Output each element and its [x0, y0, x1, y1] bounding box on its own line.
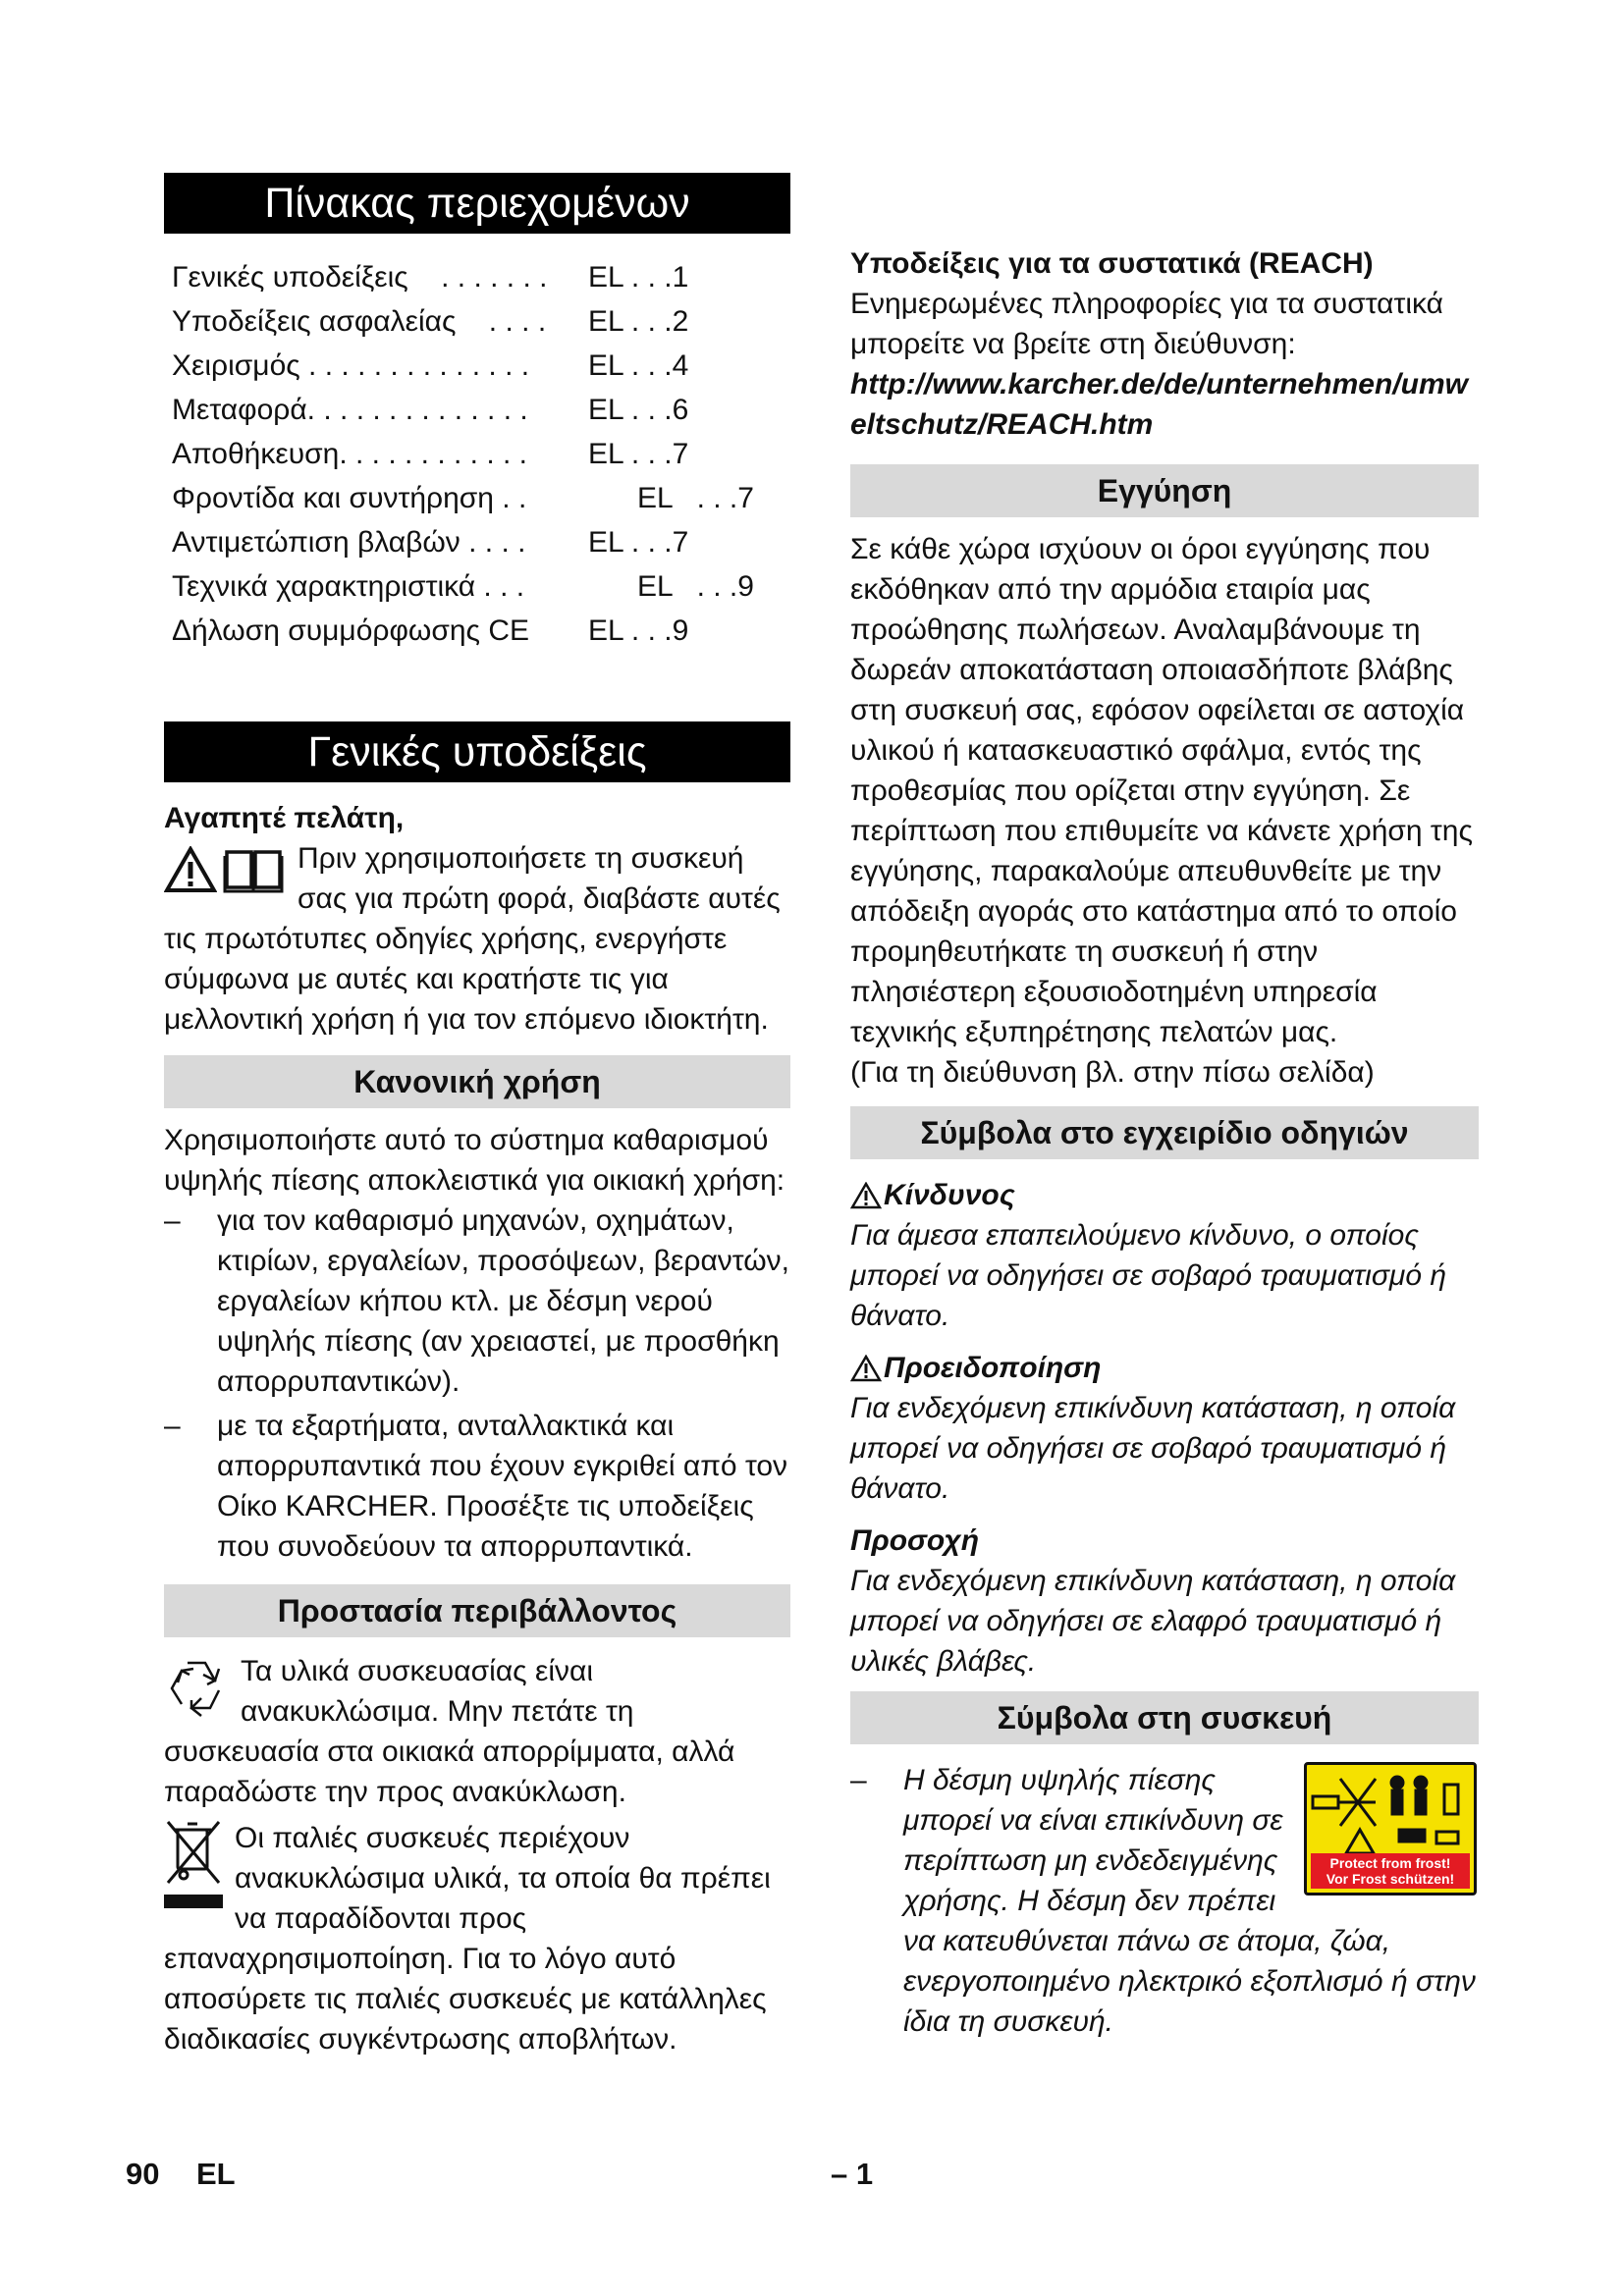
left-column	[164, 173, 790, 2059]
toc-entry[interactable]	[172, 520, 790, 564]
right-column	[850, 0, 1479, 2042]
intro-text: Πριν χρησιμοποιήσετε τη συσκευή σας για πρώτη φορά, διαβάστε αυτές τις πρωτότυπες οδηγίες χρήσης, ενεργήστε σύμφωνα με αυτές και κρατήστε τις για μελλοντική χρήση ή για τον επόμενο ιδιοκτήτη.	[164, 842, 781, 1036]
toc-entry-page: EL . . .7	[588, 438, 689, 470]
list-item: – για τον καθαρισμό μηχανών, οχημάτων, κτιρίων, εργαλείων, προσόψεων, βεραντών, εργαλείων κήπου κτλ. με δέσμη νερού υψηλής πίεσης (αν χρειαστεί, με προσθήκη απορρυπαντικών).	[164, 1201, 790, 1402]
normal-use-text: Χρησιμοποιήστε αυτό το σύστημα καθαρισμού υψηλής πίεσης αποκλειστικά για οικιακή χρήση:	[164, 1124, 785, 1197]
table-of-contents	[172, 255, 790, 653]
reach-link[interactable]: http://www.karcher.de/de/unternehmen/umweltschutz/REACH.htm	[850, 368, 1468, 441]
packaging-block	[164, 1651, 790, 1812]
toc-entry-label: Υποδείξεις ασφαλείας . . . .	[172, 305, 547, 338]
toc-entry-label: Αντιμετώπιση βλαβών . . . .	[172, 526, 526, 559]
device-symbols-heading: Σύμβολα στη συσκευή	[850, 1691, 1479, 1744]
toc-entry-label: Χειρισμός . . . . . . . . . . . . . .	[172, 349, 530, 382]
toc-entry-page: EL . . .9	[588, 570, 754, 603]
warning-text: Για ενδεχόμενη επικίνδυνη κατάσταση, η οποία μπορεί να οδηγήσει σε σοβαρό τραυματισμό ή θάνατο.	[850, 1392, 1456, 1505]
toc-entry[interactable]	[172, 609, 790, 653]
toc-entry-page: EL . . .6	[588, 394, 689, 426]
frost-warning-label	[1304, 1762, 1477, 1896]
warning-title: Προειδοποίηση	[884, 1352, 1102, 1384]
danger-text: Για άμεσα επαπειλούμενο κίνδυνο, ο οποίος μπορεί να οδηγήσει σε σοβαρό τραυματισμό ή θάνατο.	[850, 1219, 1447, 1332]
old-devices-block	[164, 1818, 790, 2059]
general-heading: Γενικές υποδείξεις	[164, 721, 790, 782]
warning-title-row	[850, 1348, 1479, 1388]
environment-heading: Προστασία περιβάλλοντος	[164, 1584, 790, 1637]
reach-text: Ενημερωμένες πληροφορίες για τα συστατικά μπορείτε να βρείτε στη διεύθυνση:	[850, 288, 1443, 360]
warning-triangle-icon	[850, 1182, 882, 1209]
frost-warning-banner	[1311, 1853, 1470, 1889]
section-page: – 1	[831, 2157, 874, 2191]
frost-label-line1: Protect from frost!	[1329, 1855, 1451, 1871]
old-devices-text: Οι παλιές συσκευές περιέχουν ανακυκλώσιμα υλικά, τα οποία θα πρέπει να παραδίδονται προς επαναχρησιμοποίηση. Για το λόγο αυτό αποσύρετε τις παλιές συσκευές με κατάλληλες διαδικασίες συγκέντρωσης αποβλήτων.	[164, 1822, 771, 2056]
warranty-heading: Εγγύηση	[850, 464, 1479, 517]
caution-text: Για ενδεχόμενη επικίνδυνη κατάσταση, η οποία μπορεί να οδηγήσει σε ελαφρό τραυματισμό ή υλικές βλάβες.	[850, 1565, 1456, 1678]
read-manual-icons	[164, 846, 284, 893]
toc-entry-page: EL . . .1	[588, 261, 689, 294]
recycling-icon	[164, 1655, 229, 1720]
toc-entry-label: Μεταφορά. . . . . . . . . . . . . .	[172, 394, 528, 426]
warning-triangle-icon	[850, 1355, 882, 1382]
toc-entry-page: EL . . .4	[588, 349, 689, 382]
warranty-text: Σε κάθε χώρα ισχύουν οι όροι εγγύησης που εκδόθηκαν από την αρμόδια εταιρία μας προώθησης πωλήσεων. Αναλαμβάνουμε τη δωρεάν αποκατάσταση οποιασδήποτε βλάβης στη συσκευή σας, εφόσον οφείλεται σε αστοχία υλικού ή κατασκευαστικό σφάλμα, εντός της προθεσμίας που ορίζεται στην εγγύηση. Σε περίπτωση που επιθυμείτε να κάνετε χρήση της εγγύησης, παρακαλούμε απευθυνθείτε με την απόδειξη αγοράς στο κατάστημα από το οποίο προμηθευτήκατε τη συσκευή ή στην πλησιέστερη εξουσιοδοτημένη υπηρεσία τεχνικής εξυπηρέτησης πελατών μας.	[850, 533, 1473, 1048]
toc-entry[interactable]	[172, 299, 790, 344]
crossed-bin-icon	[164, 1818, 223, 1908]
packaging-text: Τα υλικά συσκευασίας είναι ανακυκλώσιμα. Μην πετάτε τη συσκευασία στα οικιακά απορρίμματα, αλλά παραδώστε την προς ανακύκλωση.	[164, 1655, 735, 1808]
book-icon	[223, 846, 284, 893]
language-code: EL	[196, 2157, 236, 2191]
toc-entry-label: Δήλωση συμμόρφωσης CE	[172, 614, 530, 647]
danger-title: Κίνδυνος	[884, 1179, 1015, 1211]
warranty-address-note: (Για τη διεύθυνση βλ. στην πίσω σελίδα)	[850, 1056, 1375, 1089]
toc-entry[interactable]	[172, 255, 790, 299]
toc-entry[interactable]	[172, 432, 790, 476]
device-symbol-text: Η δέσμη υψηλής πίεσης μπορεί να είναι επικίνδυνη σε περίπτωση μη ενδεδειγμένης χρήσης. Η δέσμη δεν πρέπει να κατευθύνεται πάνω σε άτομα, ζώα, ενεργοποιημένο ηλεκτρικό εξοπλισμό ή στην ίδια τη συσκευή.	[903, 1764, 1476, 2038]
intro-block	[164, 838, 790, 1040]
toc-entry-page: EL . . .7	[588, 482, 754, 514]
manual-symbols-heading: Σύμβολα στο εγχειρίδιο οδηγιών	[850, 1106, 1479, 1159]
caution-title: Προσοχή	[850, 1524, 980, 1557]
reach-heading: Υποδείξεις για τα συστατικά (REACH)	[850, 247, 1374, 280]
normal-use-list	[164, 1201, 790, 1567]
toc-entry[interactable]	[172, 564, 790, 609]
toc-entry-label: Γενικές υποδείξεις . . . . . . .	[172, 261, 548, 294]
toc-entry-label: Αποθήκευση. . . . . . . . . . . .	[172, 438, 528, 470]
toc-entry[interactable]	[172, 388, 790, 432]
toc-heading: Πίνακας περιεχομένων	[164, 173, 790, 234]
frost-label-line2: Vor Frost schützen!	[1326, 1871, 1455, 1887]
toc-entry[interactable]	[172, 344, 790, 388]
toc-entry-label: Τεχνικά χαρακτηριστικά . . .	[172, 570, 525, 603]
toc-entry-page: EL . . .9	[588, 614, 689, 647]
device-symbol-item	[850, 1760, 1479, 2042]
toc-entry-label: Φροντίδα και συντήρηση . .	[172, 482, 527, 514]
toc-entry-page: EL . . .7	[588, 526, 689, 559]
normal-use-heading: Κανονική χρήση	[164, 1055, 790, 1108]
bin-bar	[164, 1895, 223, 1908]
warning-triangle-icon	[164, 846, 217, 893]
list-item: – με τα εξαρτήματα, ανταλλακτικά και απορρυπαντικά που έχουν εγκριθεί από τον Οίκο KARCHER. Προσέξτε τις υποδείξεις που συνοδεύουν τα απορρυπαντικά.	[164, 1406, 790, 1567]
list-dash: –	[850, 1764, 867, 1796]
toc-entry-page: EL . . .2	[588, 305, 689, 338]
danger-title-row	[850, 1175, 1479, 1215]
greeting: Αγαπητέ πελάτη,	[164, 802, 405, 834]
toc-entry[interactable]	[172, 476, 790, 520]
spray-hazard-icon	[1307, 1769, 1474, 1855]
page-number: 90	[126, 2157, 160, 2191]
